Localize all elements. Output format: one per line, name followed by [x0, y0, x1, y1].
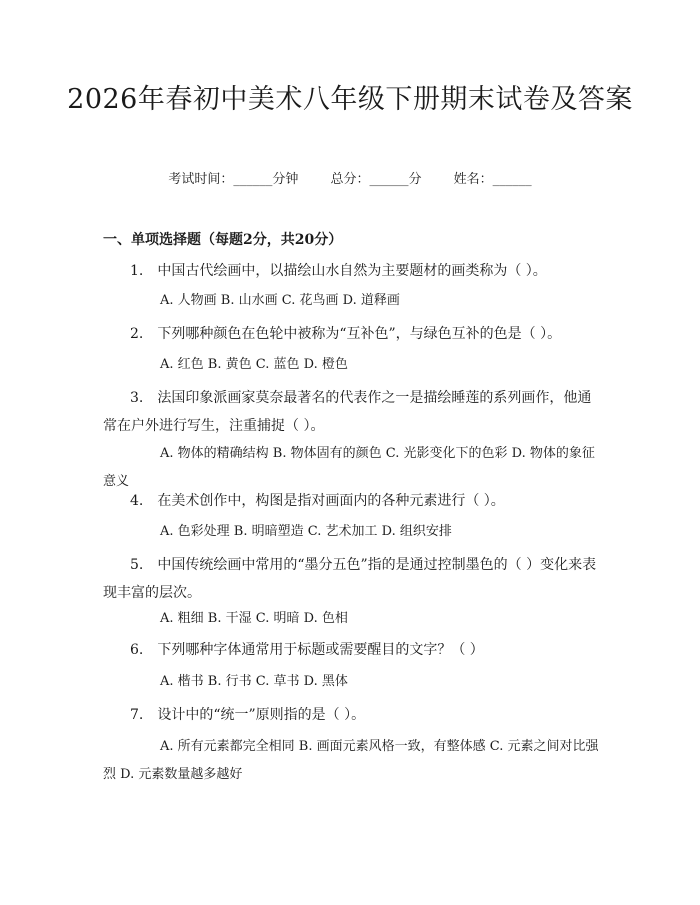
- student-name-field: 姓名：______: [453, 172, 532, 187]
- question-2: 2. 下列哪种颜色在色轮中被称为“互补色”，与绿色互补的色是（ ）。: [130, 326, 562, 342]
- question-7: 7. 设计中的“统一”原则指的是（ ）。: [130, 707, 366, 723]
- question-3: 3. 法国印象派画家莫奈最著名的代表作之一是描绘睡莲的系列画作，他通常在户外进行写生，注重捕捉（ ）。: [103, 390, 592, 434]
- question-5: 5. 中国传统绘画中常用的“墨分五色”指的是通过控制墨色的（ ）变化来表现丰富的层次。: [103, 557, 597, 601]
- page-title: 2026年春初中美术八年级下册期末试卷及答案: [67, 84, 633, 115]
- question-6: 6. 下列哪种字体通常用于标题或需要醒目的文字？（ ）: [130, 642, 484, 658]
- question-5-options: A. 粗细 B. 干湿 C. 明暗 D. 色相: [160, 611, 348, 626]
- question-2-options: A. 红色 B. 黄色 C. 蓝色 D. 橙色: [160, 357, 348, 372]
- question-6-options: A. 楷书 B. 行书 C. 草书 D. 黑体: [160, 674, 348, 689]
- question-7-options: A. 所有元素都完全相同 B. 画面元素风格一致，有整体感 C. 元素之间对比强烈 D. 元素数量越多越好: [103, 739, 599, 782]
- exam-meta: [0, 168, 700, 187]
- exam-time-field: 考试时间：______分钟: [168, 172, 299, 187]
- question-4: 4. 在美术创作中，构图是指对画面内的各种元素进行（ ）。: [130, 493, 505, 509]
- total-score-field: 总分：______分: [330, 172, 422, 187]
- section-heading: 一、单项选择题（每题2分，共20分）: [103, 232, 343, 248]
- question-4-options: A. 色彩处理 B. 明暗塑造 C. 艺术加工 D. 组织安排: [160, 524, 452, 539]
- question-3-options: A. 物体的精确结构 B. 物体固有的颜色 C. 光影变化下的色彩 D. 物体的象征意义: [103, 446, 595, 489]
- question-1: 1. 中国古代绘画中，以描绘山水自然为主要题材的画类称为（ ）。: [130, 263, 547, 279]
- question-1-options: A. 人物画 B. 山水画 C. 花鸟画 D. 道释画: [160, 293, 400, 308]
